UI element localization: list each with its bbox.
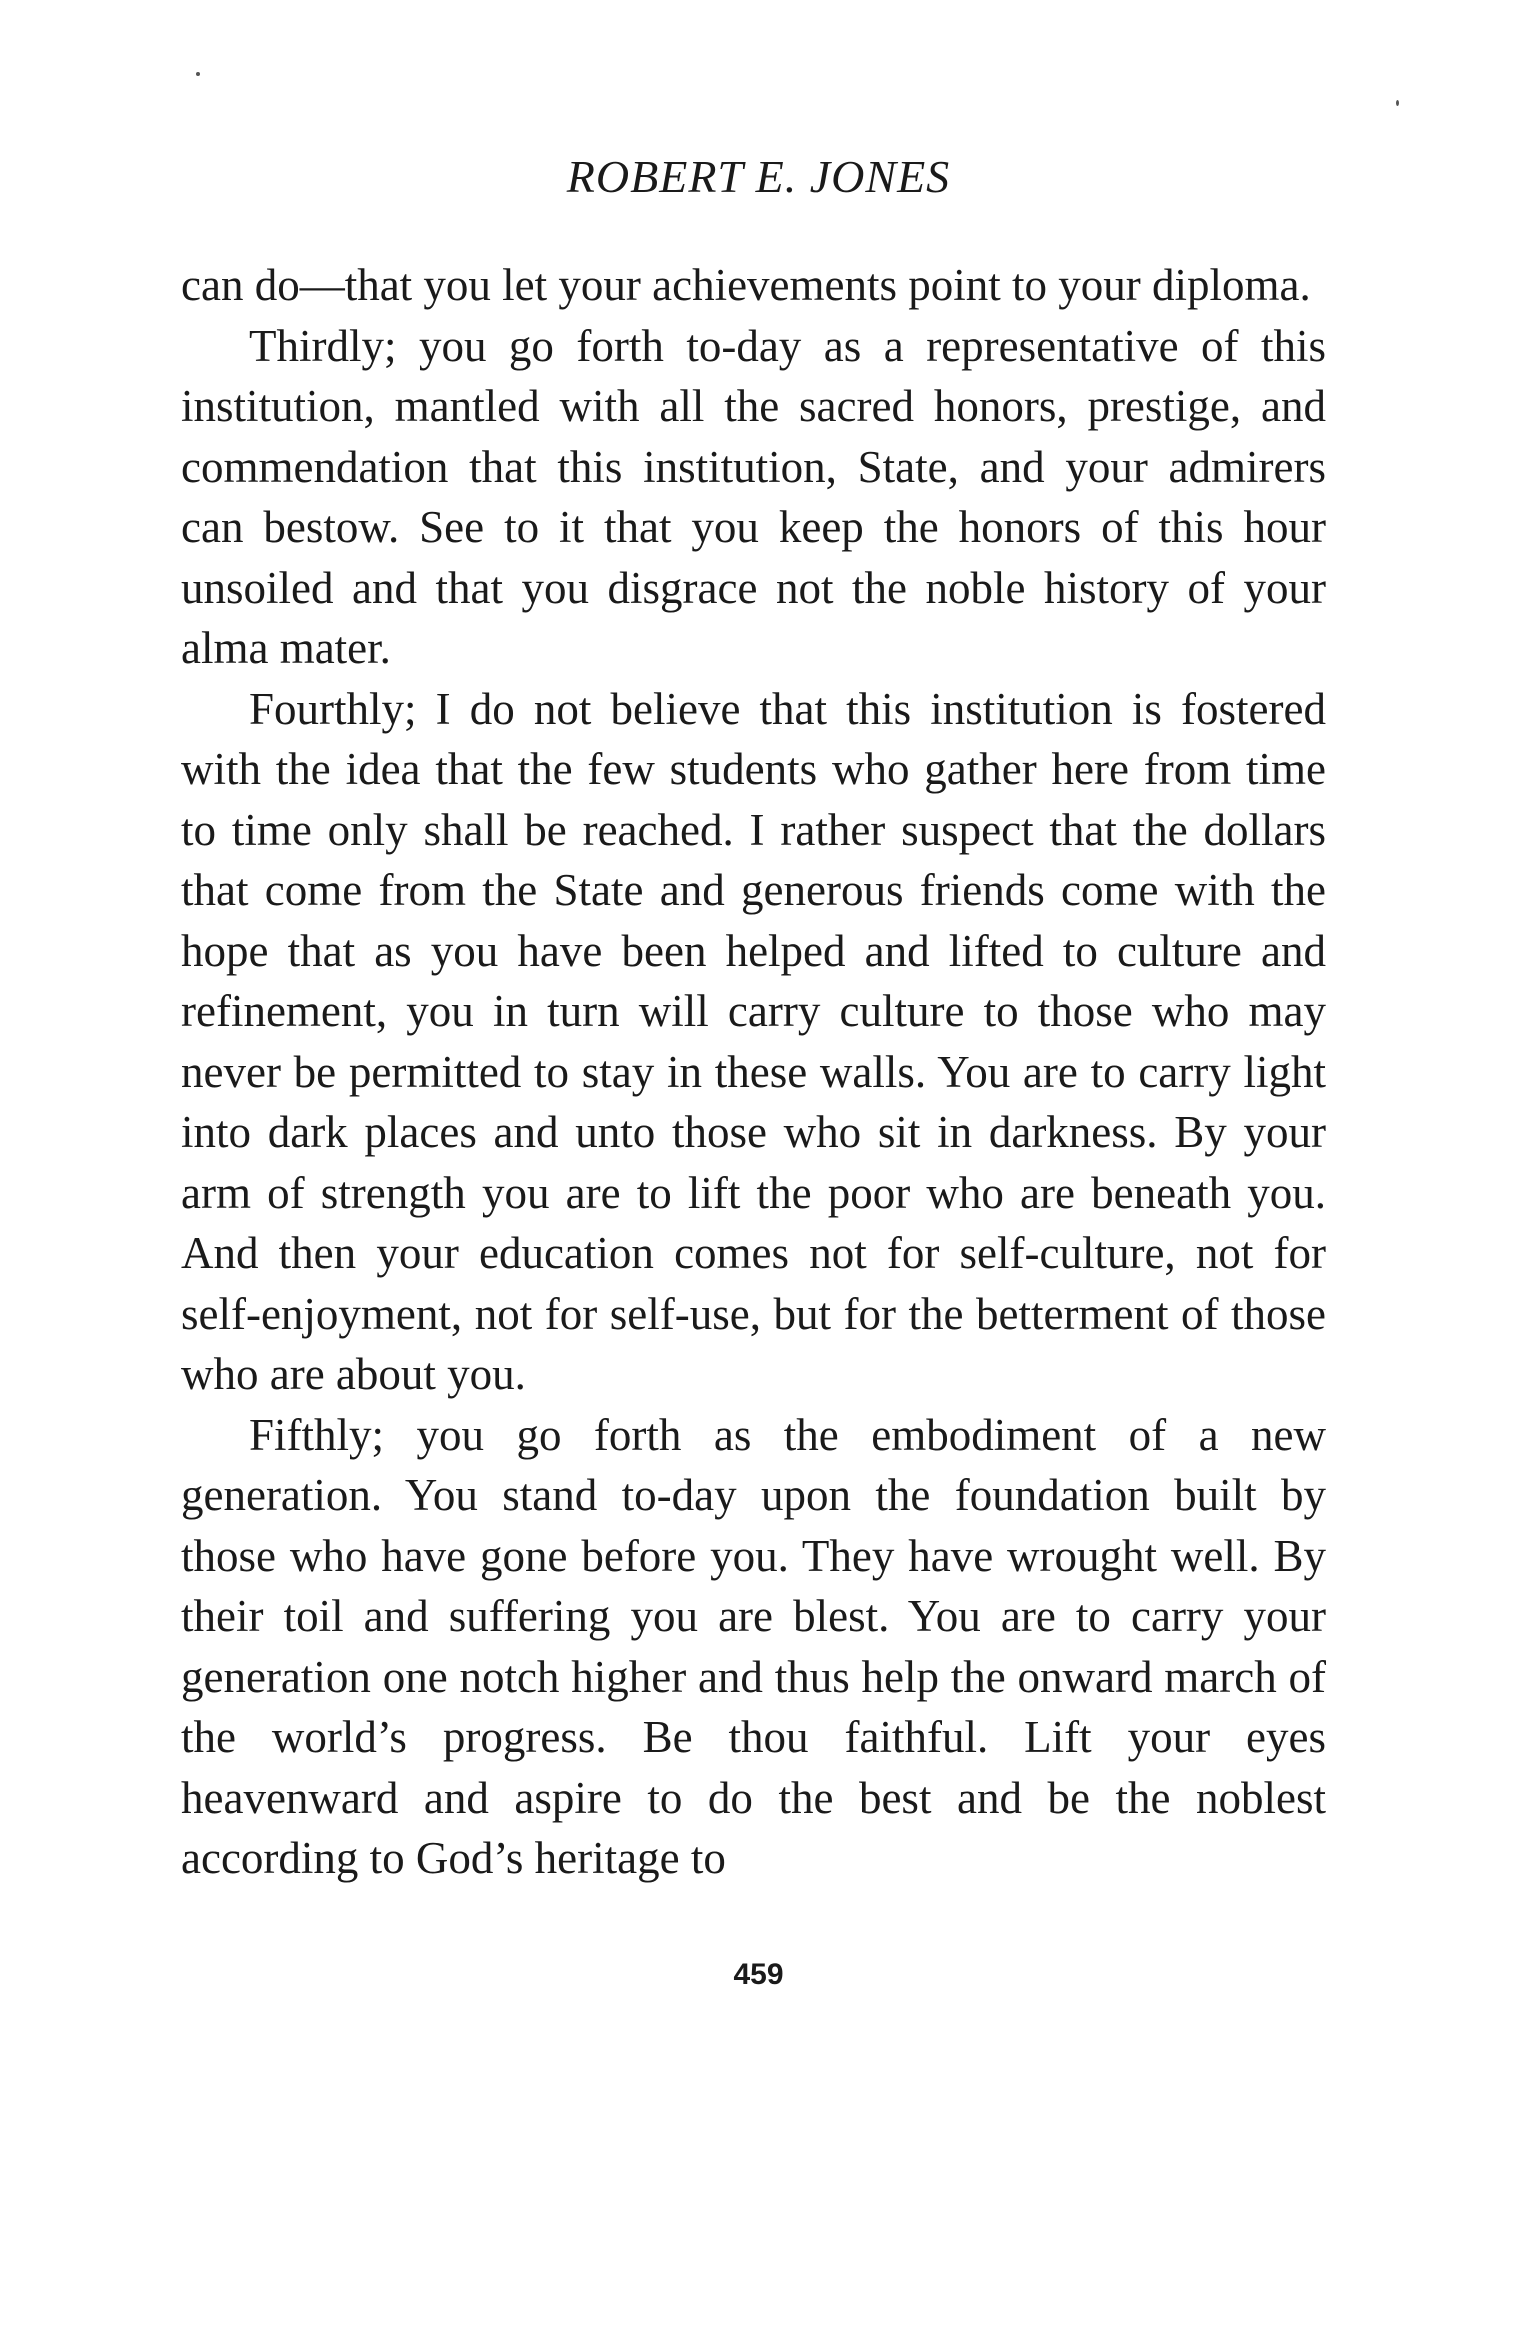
page-number: 459 [733,1958,784,1991]
paragraph-fifthly: Fifthly; you go forth as the embodiment of a new generation. You stand to-day upon the foundation built by those who have gone before you. They have wrought well. By their toil and suffering you are blest. You are to carry your generation one notch higher and thus help the onward march of the world’s progress. Be thou faithful. Lift your eyes heavenward and aspire to do the best and be the noblest according to God’s heritage to [181,1409,1326,1883]
running-head: ROBERT E. JONES [566,151,951,202]
paragraph-continuation: can do—that you let your achievements point to your diploma. [181,260,1311,310]
body-text [181,255,1326,1889]
print-speck [1396,100,1399,106]
paragraph-fourthly: Fourthly; I do not believe that this institution is fostered with the idea that the few students who gather here from time to time only shall be reached. I rather suspect that the dollars that come from the State and generous friends come with the hope that as you have been helped and lifted to culture and refinement, you in turn will carry culture to those who may never be permitted to stay in these walls. You are to carry light into dark places and unto those who sit in darkness. By your arm of strength you are to lift the poor who are beneath you. And then your education comes not for self-culture, not for self-enjoyment, not for self-use, but for the betterment of those who are about you. [181,683,1326,1399]
print-speck [196,72,200,76]
paragraph-thirdly: Thirdly; you go forth to-day as a representative of this institution, mantled with all the sacred honors, prestige, and commendation that this institution, State, and your admirers can bestow. See to it that you keep the honors of this hour unsoiled and that you disgrace not the noble history of your alma mater. [181,320,1326,673]
